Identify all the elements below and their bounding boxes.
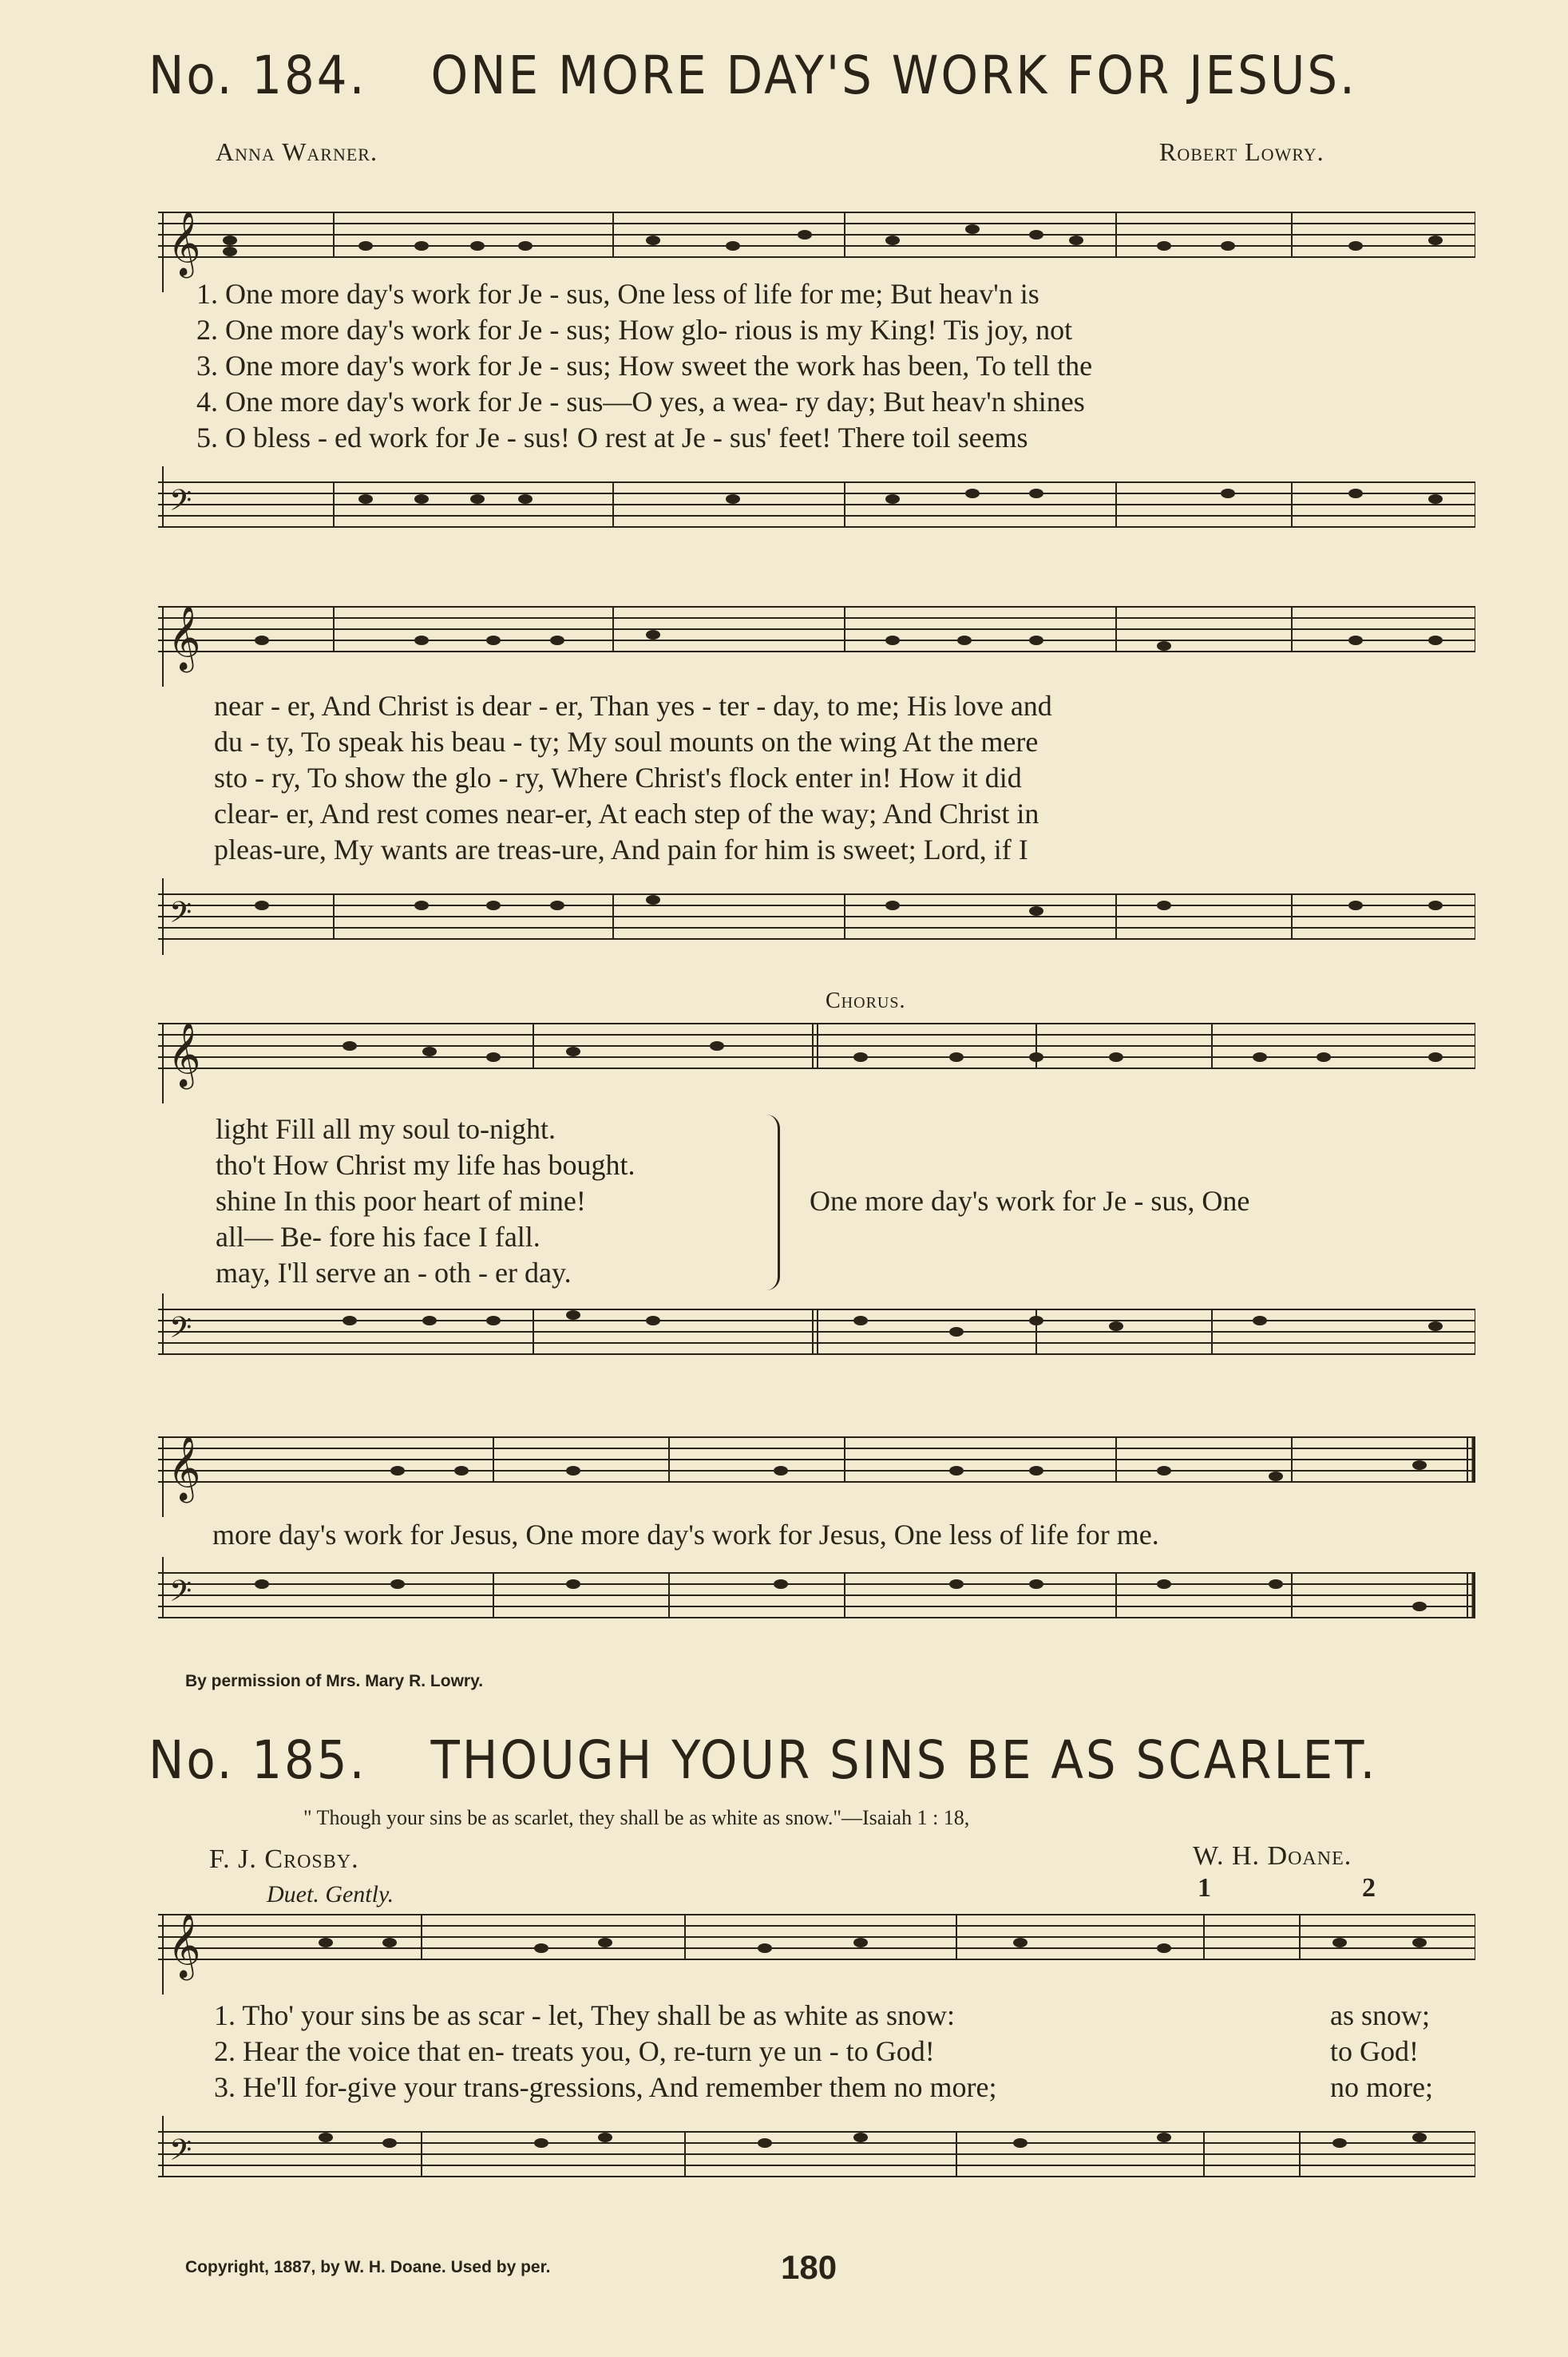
hymn-184-number: No. 184. <box>148 45 367 106</box>
second-ending-label: 2 <box>1362 1873 1376 1903</box>
svg-text:𝄞: 𝄞 <box>168 1912 201 1978</box>
page-number: 180 <box>781 2248 837 2286</box>
lyric-line: 3. One more day's work for Je - sus; How sweet the work has been, To tell the <box>196 350 1093 382</box>
epigraph: " Though your sins be as scarlet, they shall be as white as snow."—Isaiah 1 : 18, <box>303 1806 970 1829</box>
second-ending-lyrics <box>1330 1998 1433 2105</box>
music-staff-bass <box>158 466 1475 562</box>
chorus-label: Chorus. <box>826 988 906 1013</box>
svg-text:𝄞: 𝄞 <box>168 604 201 670</box>
lyric-line: 1. One more day's work for Je - sus, One less of life for me; But heav'n is <box>196 278 1039 310</box>
svg-text:𝄞: 𝄞 <box>168 1435 201 1500</box>
music-staff-bass <box>158 1293 1475 1381</box>
svg-text:𝄢: 𝄢 <box>169 896 192 937</box>
lyric-line: 1. Tho' your sins be as scar - let, They shall be as white as snow: <box>214 1999 955 2031</box>
chorus-lyric-line: more day's work for Jesus, One more day's work for Jesus, One less of life for me. <box>212 1519 1159 1551</box>
lyric-line: may, I'll serve an - oth - er day. <box>216 1257 572 1289</box>
svg-text:𝄢: 𝄢 <box>169 1575 192 1615</box>
hymn-184-author: Anna Warner. <box>216 137 378 166</box>
hymn-184-title-text: ONE MORE DAY'S WORK FOR JESUS. <box>430 45 1357 106</box>
lyric-line: no more; <box>1330 2071 1433 2103</box>
hymn-185-composer: W. H. Doane. <box>1193 1841 1352 1871</box>
svg-text:𝄞: 𝄞 <box>168 210 201 275</box>
hymn-185-author: F. J. Crosby. <box>209 1844 359 1874</box>
lyric-line: pleas-ure, My wants are treas-ure, And pain for him is sweet; Lord, if I <box>214 834 1028 866</box>
lyric-line: as snow; <box>1330 1999 1430 2031</box>
verse-brace <box>766 1115 780 1290</box>
first-ending-label: 1 <box>1198 1873 1211 1903</box>
music-staff-treble <box>158 1899 1475 1995</box>
lyric-line: to God! <box>1330 2035 1419 2067</box>
verse-block-3 <box>216 1111 635 1291</box>
lyric-line: sto - ry, To show the glo - ry, Where Christ's flock enter in! How it did <box>214 762 1022 794</box>
hymn-184-title <box>148 45 1357 106</box>
music-staff-treble <box>158 1008 1475 1103</box>
hymn-185-title-text: THOUGH YOUR SINS BE AS SCARLET. <box>430 1729 1378 1791</box>
verse-block-2 <box>214 688 1052 868</box>
lyric-line: shine In this poor heart of mine! <box>216 1185 586 1217</box>
lyric-line: 2. Hear the voice that en- treats you, O, re-turn ye un - to God! <box>214 2035 935 2067</box>
music-staff-treble <box>158 1421 1475 1517</box>
lyric-line: near - er, And Christ is dear - er, Than yes - ter - day, to me; His love and <box>214 690 1052 722</box>
lyric-line: 5. O bless - ed work for Je - sus! O rest at Je - sus' feet! There toil seems <box>196 422 1028 454</box>
verse-block-185 <box>214 1998 997 2105</box>
hymn-184-composer: Robert Lowry. <box>1159 137 1324 166</box>
hymn-185-number: No. 185. <box>148 1729 367 1791</box>
lyric-line: 3. He'll for-give your trans-gressions, And remember them no more; <box>214 2071 997 2103</box>
chorus-lyric: One more day's work for Je - sus, One <box>810 1185 1250 1217</box>
hymn-185-title <box>148 1729 1377 1791</box>
music-staff-bass <box>158 2116 1475 2220</box>
lyric-line: tho't How Christ my life has bought. <box>216 1149 636 1181</box>
lyric-line: du - ty, To speak his beau - ty; My soul mounts on the wing At the mere <box>214 726 1039 758</box>
lyric-line: clear- er, And rest comes near-er, At each step of the way; And Christ in <box>214 798 1039 830</box>
lyric-line: light Fill all my soul to-night. <box>216 1113 556 1145</box>
lyric-line: all— Be- fore his face I fall. <box>216 1221 540 1253</box>
svg-text:𝄢: 𝄢 <box>169 484 192 525</box>
verse-block-1 <box>196 276 1092 456</box>
music-staff-bass <box>158 878 1475 974</box>
svg-text:𝄢: 𝄢 <box>169 2133 192 2174</box>
tempo-marking: Duet. Gently. <box>267 1881 394 1907</box>
music-staff-bass <box>158 1557 1475 1669</box>
permission-note: By permission of Mrs. Mary R. Lowry. <box>185 1672 484 1690</box>
copyright-note: Copyright, 1887, by W. H. Doane. Used by per. <box>185 2258 551 2276</box>
music-staff-treble <box>158 591 1475 687</box>
svg-text:𝄞: 𝄞 <box>168 1021 201 1087</box>
lyric-line: 4. One more day's work for Je - sus—O yes, a wea- ry day; But heav'n shines <box>196 386 1085 418</box>
lyric-line: 2. One more day's work for Je - sus; How glo- rious is my King! Tis joy, not <box>196 314 1073 346</box>
svg-text:𝄢: 𝄢 <box>169 1311 192 1352</box>
